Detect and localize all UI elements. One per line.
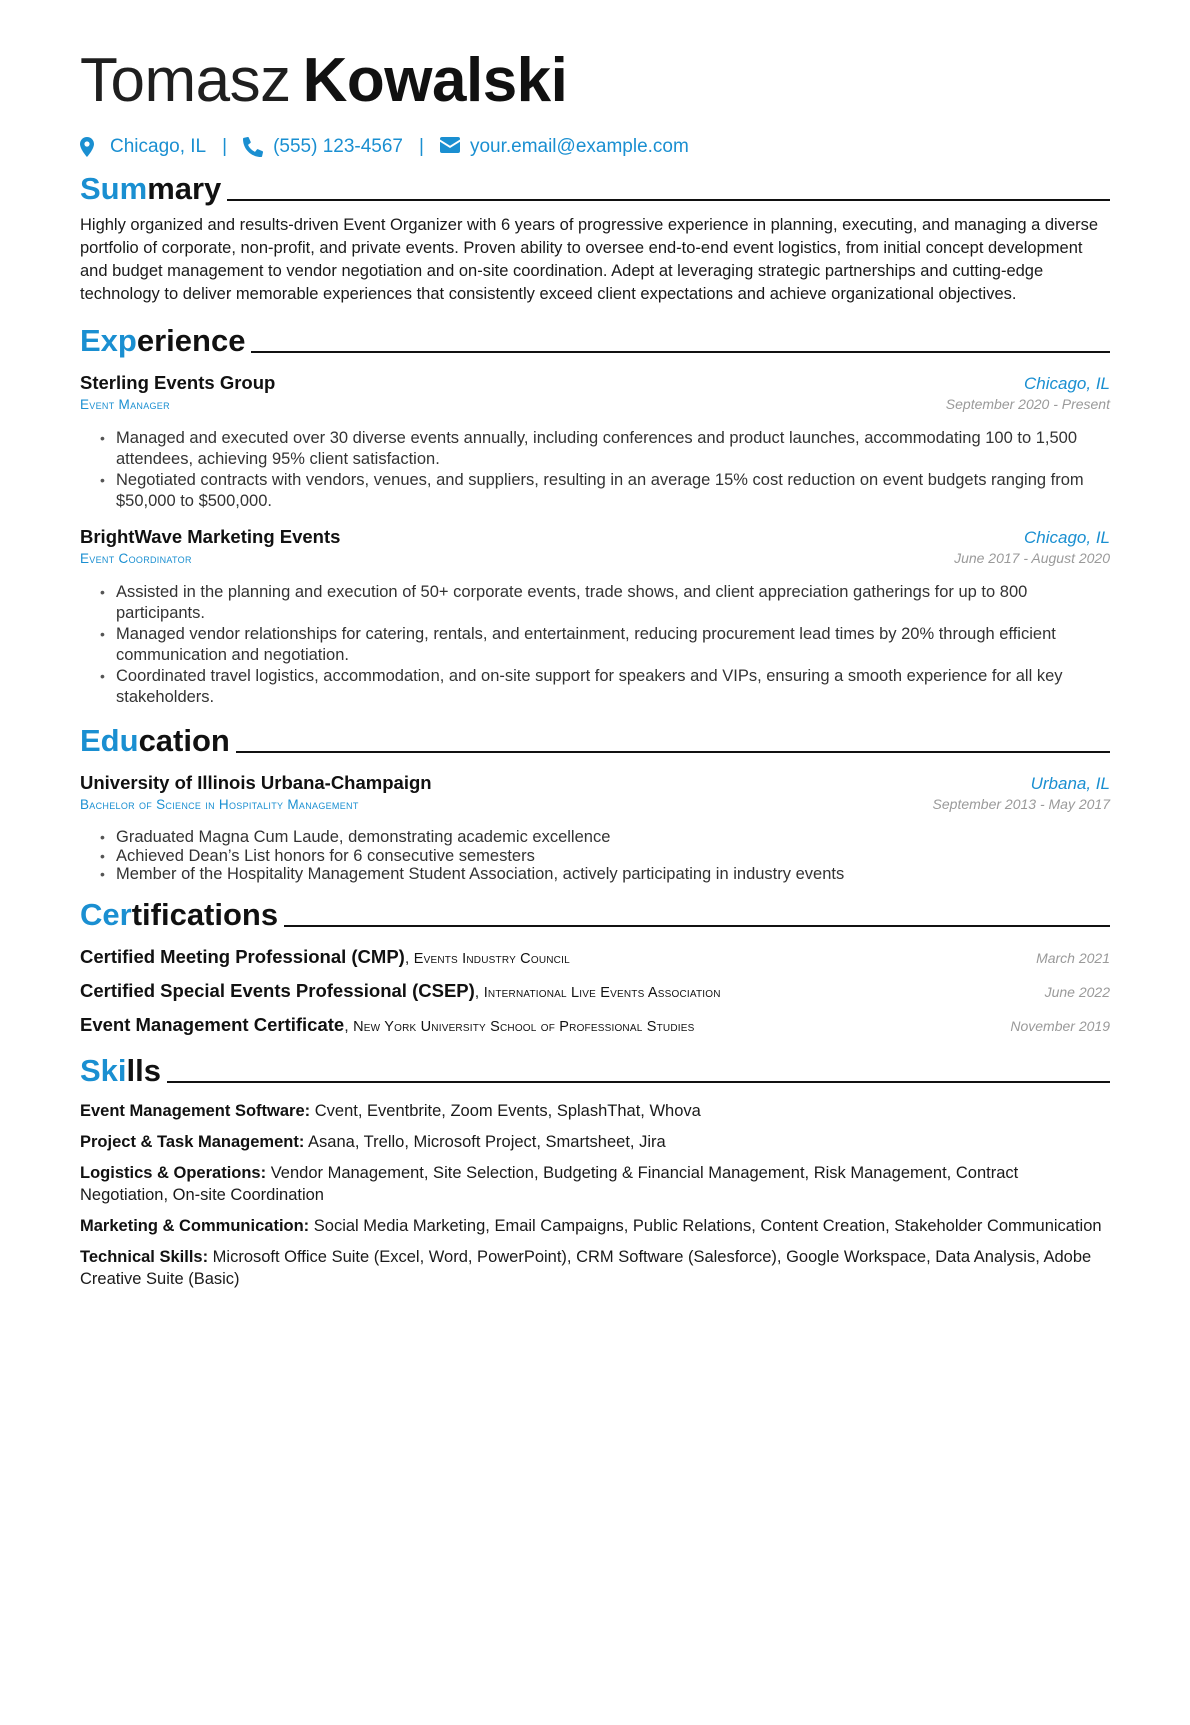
experience-entry [80,372,1110,512]
first-name: Tomasz [80,46,291,115]
skill-values: Asana, Trello, Microsoft Project, Smartsheet, Jira [308,1132,666,1151]
list-item: • Assisted in the planning and execution of 50+ corporate events, trade shows, and client appreciation gatherings for up to 800 participants. [116,582,1110,624]
skill-row [80,1215,1110,1237]
certification-name: Event Management Certificate [80,1013,345,1035]
job-location: Chicago, IL [1024,528,1110,547]
education-heading: Education [80,720,1110,760]
certification-issuer: International Live Events Association [483,984,721,1001]
skill-values: Cvent, Eventbrite, Zoom Events, SplashThat, Whova [314,1101,701,1120]
resume-page [0,42,1190,1725]
certification-item: Event Management Certificate, New York University School of Professional Studies November 2019 [80,1013,1110,1035]
phone-item[interactable] [243,136,403,158]
certification-item: Certified Special Events Professional (CSEP), International Live Events Association June 2022 [80,979,1110,1001]
summary-text: Highly organized and results-driven Event Organizer with 6 years of progressive experience in planning, executing, and managing a diverse portfolio of corporate, non-profit, and private events. Proven ability to oversee end-to-end event logistics, from initial concept development and budget management to vendor negotiation and on-site coordination. Adept at leveraging strategic partnerships and cutting-edge technology to deliver memorable experiences that consistently exceed client expectations and achieve organizational objectives. [80,216,1099,303]
education-entry [80,772,1110,884]
certification-issuer: New York University School of Professional Studies [353,1018,695,1035]
certification-date: March 2021 [1036,949,1110,966]
education-bullets [80,828,1110,884]
list-item: • Member of the Hospitality Management Student Association, actively participating in industry events [116,865,1110,884]
list-item: • Managed and executed over 30 diverse events annually, including conferences and product launches, accommodating 100 to 1,500 attendees, achieving 95% client satisfaction. [116,428,1110,470]
skill-category: Project & Task Management: [80,1132,305,1151]
candidate-name [80,42,1110,120]
envelope-icon [440,137,460,157]
email-item[interactable] [440,136,689,158]
skill-values: Microsoft Office Suite (Excel, Word, PowerPoint), CRM Software (Salesforce), Google Workspace, Data Analysis, Adobe Creative Suite (Basic) [80,1247,1092,1288]
list-item: • Achieved Dean’s List honors for 6 consecutive semesters [116,847,1110,866]
section-rule [167,1081,1110,1083]
section-rule [227,199,1110,201]
employer-name: BrightWave Marketing Events [80,526,341,547]
last-name: Kowalski [302,46,568,115]
list-item: • Coordinated travel logistics, accommodation, and on-site support for speakers and VIPs, ensuring a smooth experience for all key stakeholders. [116,666,1110,708]
skill-row [80,1246,1110,1290]
skill-row [80,1100,1110,1122]
section-rule [251,351,1110,353]
skills-heading: Skills [80,1050,1110,1090]
school-location: Urbana, IL [1030,774,1110,793]
certification-date: November 2019 [1010,1017,1110,1034]
degree: Bachelor of Science in Hospitality Management [80,797,359,812]
section-rule [284,925,1110,927]
section-rule [236,751,1110,753]
skills-list [80,1100,1110,1290]
certification-name: Certified Special Events Professional (CSEP) [80,979,475,1001]
experience-entry [80,526,1110,708]
experience-heading: Experience [80,320,1110,360]
skill-row [80,1131,1110,1153]
list-item: • Managed vendor relationships for catering, rentals, and entertainment, reducing procurement lead times by 20% through efficient communication and negotiation. [116,624,1110,666]
job-title: Event Coordinator [80,551,192,566]
job-location: Chicago, IL [1024,374,1110,393]
skill-category: Logistics & Operations: [80,1163,267,1182]
skill-category: Marketing & Communication: [80,1216,310,1235]
job-bullets [80,582,1110,708]
skill-category: Technical Skills: [80,1247,209,1266]
certification-item: Certified Meeting Professional (CMP), Events Industry Council March 2021 [80,945,1110,967]
list-item: • Negotiated contracts with vendors, venues, and suppliers, resulting in an average 15% cost reduction on event budgets ranging from $50,000 to $500,000. [116,470,1110,512]
phone-icon [243,137,263,157]
school-name: University of Illinois Urbana-Champaign [80,772,432,793]
job-title: Event Manager [80,397,170,412]
job-bullets [80,428,1110,512]
certification-name: Certified Meeting Professional (CMP) [80,945,405,967]
job-dates: June 2017 - August 2020 [954,550,1110,566]
certifications-heading: Certifications [80,894,1110,934]
location-text: Chicago, IL [110,136,207,157]
contact-separator: | [222,136,228,157]
location-item [80,136,206,158]
contact-line [80,132,1110,162]
certification-issuer: Events Industry Council [413,950,570,967]
employer-name: Sterling Events Group [80,372,276,393]
certification-list [80,946,1110,1048]
education-dates: September 2013 - May 2017 [932,796,1110,812]
map-marker-icon [80,137,100,157]
phone-text: (555) 123-4567 [273,136,403,157]
skill-values: Vendor Management, Site Selection, Budgeting & Financial Management, Risk Management, Contract Negotiation, On-site Coordination [80,1163,1019,1204]
email-link: your.email@example.com [469,136,689,157]
skill-category: Event Management Software: [80,1101,311,1120]
summary-heading: Summary [80,168,1110,208]
certification-date: June 2022 [1044,983,1110,1000]
job-dates: September 2020 - Present [945,396,1110,412]
contact-separator: | [419,136,424,157]
list-item: • Graduated Magna Cum Laude, demonstrating academic excellence [116,828,1110,847]
skill-row [80,1162,1110,1206]
skill-values: Social Media Marketing, Email Campaigns, Public Relations, Content Creation, Stakeholder Communication [313,1216,1102,1235]
